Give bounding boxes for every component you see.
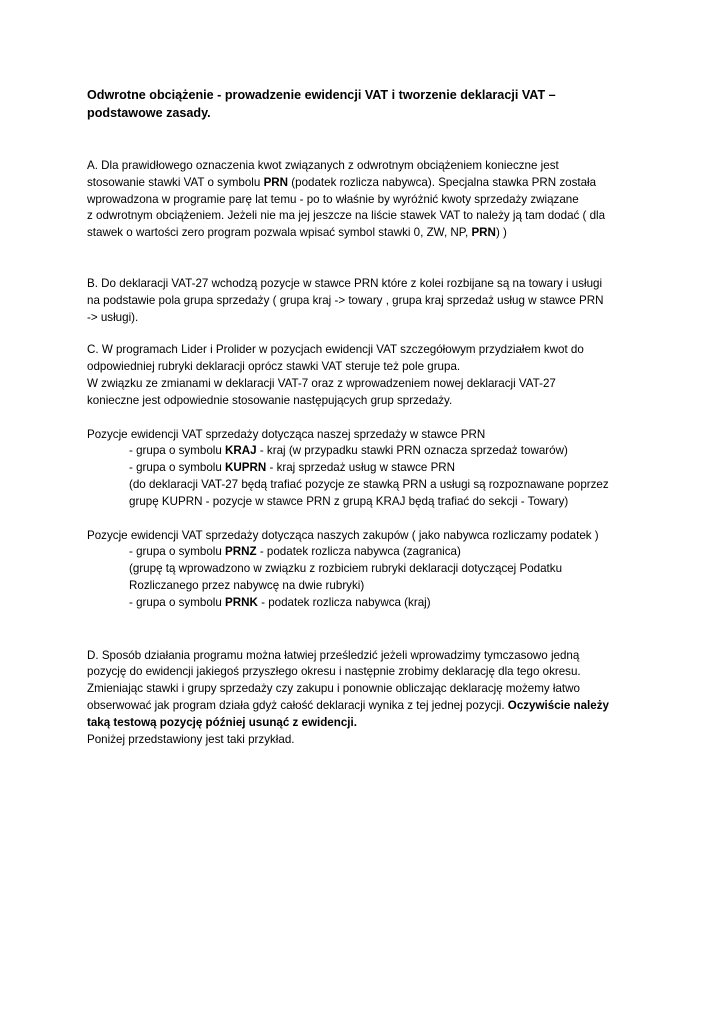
purchase-groups (87, 528, 647, 612)
section-a-line: z odwrotnym obciążeniem. Jeżeli nie ma jej jeszcze na liście stawek VAT to należy ją tam dodać ( dla (87, 209, 606, 223)
sales-groups (87, 427, 647, 511)
purchases-note: Rozliczanego przez nabywcę na dwie rubryki) (129, 578, 365, 592)
list-item: - grupa o symbolu KUPRN - kraj sprzedaż usług w stawce PRN (129, 461, 456, 475)
section-b (87, 276, 647, 326)
prn-symbol: PRN (263, 175, 289, 189)
document-page (87, 86, 647, 748)
section-d-line: obserwować jak program działa gdyż całość deklaracji wynika z tej jednej pozycji. Oczywiście należy (87, 698, 609, 712)
list-item: - grupa o symbolu PRNK - podatek rozlicza nabywca (kraj) (129, 595, 431, 609)
section-a-line: stosowanie stawki VAT o symbolu PRN (podatek rozlicza nabywca). Specjalna stawka PRN została (87, 175, 597, 189)
section-a-line: stawek o wartości zero program pozwala wpisać symbol stawki 0, ZW, NP, PRN) ) (87, 226, 507, 240)
section-a-line: wprowadzona w programie parę lat temu - po to właśnie by wyróżnić kwoty sprzedaży związane (87, 192, 579, 206)
title-line-1: Odwrotne obciążenie - prowadzenie ewidencji VAT i tworzenie deklaracji VAT – (87, 88, 556, 102)
section-c-line: C. W programach Lider i Prolider w pozycjach ewidencji VAT szczegółowym przydziałem kwot do (87, 343, 584, 357)
section-a-line: A. Dla prawidłowego oznaczenia kwot związanych z odwrotnym obciążeniem konieczne jest (87, 159, 559, 172)
group-symbol-prnz: PRNZ (225, 545, 257, 559)
group-symbol-kuprn: KUPRN (225, 461, 267, 475)
purchases-note: (grupę tą wprowadzono w związku z rozbiciem rubryki deklaracji dotyczącej Podatku (129, 562, 563, 576)
section-c-line: W związku ze zmianami w deklaracji VAT-7 oraz z wprowadzeniem nowej deklaracji VAT-27 (87, 376, 556, 390)
section-a (87, 158, 647, 242)
section-d-line: D. Sposób działania programu można łatwiej prześledzić jeżeli wprowadzimy tymczasowo jedną (87, 648, 580, 662)
section-c-line: odpowiedniej rubryki deklaracji oprócz stawki VAT steruje też pole grupa. (87, 360, 461, 374)
sales-heading: Pozycje ewidencji VAT sprzedaży dotycząca naszej sprzedaży w stawce PRN (87, 427, 486, 441)
group-symbol-kraj: KRAJ (225, 444, 257, 458)
document-title (87, 86, 647, 122)
warning-text: Oczywiście należy (507, 698, 609, 712)
section-b-line: B. Do deklaracji VAT-27 wchodzą pozycje w stawce PRN które z kolei rozbijane są na towary i usługi (87, 276, 603, 290)
section-b-line: na podstawie pola grupa sprzedaży ( grupa kraj -> towary , grupa kraj sprzedaż usług w stawce PRN (87, 293, 604, 307)
section-d-line (87, 715, 647, 732)
section-d-line: Zmieniając stawki i grupy sprzedaży czy zakupu i ponownie obliczając deklarację możemy łatwo (87, 682, 580, 696)
prn-symbol: PRN (471, 226, 496, 240)
section-c-line: konieczne jest odpowiednie stosowanie następujących grup sprzedaży. (87, 393, 453, 407)
purchases-heading: Pozycje ewidencji VAT sprzedaży dotycząca naszych zakupów ( jako nabywca rozliczamy podatek ) (87, 528, 599, 542)
section-d-line: Poniżej przedstawiony jest taki przykład. (87, 732, 295, 746)
section-c (87, 342, 647, 409)
section-d-line: pozycję do ewidencji jakiegoś przyszłego okresu i następnie zrobimy deklarację dla tego okresu. (87, 665, 581, 679)
sales-note: grupę KUPRN - pozycje w stawce PRN z grupą KRAJ będą trafiać do sekcji - Towary) (129, 494, 569, 508)
section-d (87, 648, 647, 749)
title-line-2: podstawowe zasady. (87, 106, 211, 120)
section-b-line: -> usługi). (87, 310, 139, 324)
warning-text: taką testową pozycję później usunąć z ewidencji. (87, 715, 357, 729)
group-symbol-prnk: PRNK (225, 595, 258, 609)
list-item: - grupa o symbolu KRAJ - kraj (w przypadku stawki PRN oznacza sprzedaż towarów) (129, 444, 568, 458)
sales-note: (do deklaracji VAT-27 będą trafiać pozycje ze stawką PRN a usługi są rozpoznawane poprzez (129, 477, 609, 491)
list-item: - grupa o symbolu PRNZ - podatek rozlicza nabywca (zagranica) (129, 545, 461, 559)
